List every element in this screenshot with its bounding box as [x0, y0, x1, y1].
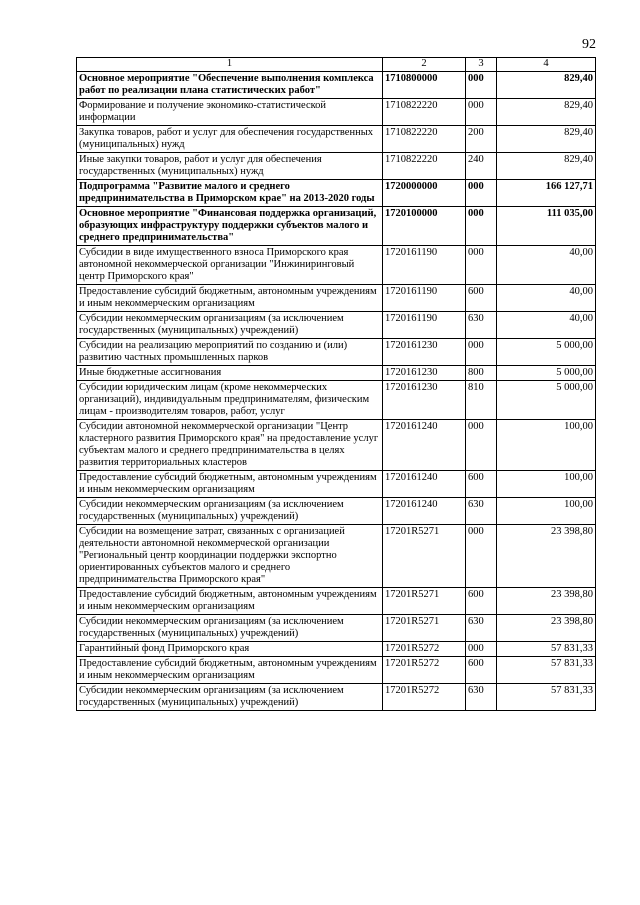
row-kind-cell: 630: [466, 615, 497, 642]
row-code-cell: 1710822220: [383, 153, 466, 180]
row-amount-cell: 23 398,80: [497, 615, 596, 642]
row-amount-cell: 100,00: [497, 498, 596, 525]
row-name-cell: Субсидии на возмещение затрат, связанных с организацией деятельности автономной некоммерческой организации "Региональный центр координации поддержки экспортно ориентированных субъектов малого и среднего предпринимательства Приморского края": [77, 525, 383, 588]
column-header-4: 4: [497, 58, 596, 72]
row-kind-cell: 000: [466, 99, 497, 126]
table-row: [77, 471, 596, 498]
row-code-cell: 17201R5272: [383, 684, 466, 711]
row-code-cell: 1720161230: [383, 381, 466, 420]
row-code-cell: 1720161190: [383, 285, 466, 312]
row-name-cell: Субсидии некоммерческим организациям (за исключением государственных (муниципальных) учреждений): [77, 684, 383, 711]
row-amount-cell: 57 831,33: [497, 684, 596, 711]
row-name-cell: Субсидии некоммерческим организациям (за исключением государственных (муниципальных) учреждений): [77, 498, 383, 525]
row-amount-cell: 23 398,80: [497, 588, 596, 615]
table-row: [77, 207, 596, 246]
row-amount-cell: 829,40: [497, 126, 596, 153]
row-name-cell: Субсидии в виде имущественного взноса Приморского края автономной некоммерческой организации "Инжиниринговый центр Приморского края": [77, 246, 383, 285]
row-amount-cell: 40,00: [497, 285, 596, 312]
row-amount-cell: 829,40: [497, 99, 596, 126]
table-row: [77, 99, 596, 126]
row-code-cell: 17201R5272: [383, 642, 466, 657]
row-code-cell: 17201R5272: [383, 657, 466, 684]
row-name-cell: Субсидии автономной некоммерческой организации "Центр кластерного развития Приморского края" на предоставление услуг субъектам малого и среднего предпринимательства в целях развития территориальных кластеров: [77, 420, 383, 471]
row-kind-cell: 000: [466, 339, 497, 366]
row-kind-cell: 630: [466, 684, 497, 711]
row-name-cell: Подпрограмма "Развитие малого и среднего предпринимательства в Приморском крае" на 2013-2020 годы: [77, 180, 383, 207]
row-kind-cell: 600: [466, 657, 497, 684]
row-code-cell: 17201R5271: [383, 615, 466, 642]
row-code-cell: 1710822220: [383, 126, 466, 153]
table-row: [77, 642, 596, 657]
table-row: [77, 615, 596, 642]
row-name-cell: Основное мероприятие "Обеспечение выполнения комплекса работ по реализации плана статистических работ": [77, 72, 383, 99]
row-amount-cell: 100,00: [497, 471, 596, 498]
row-kind-cell: 630: [466, 498, 497, 525]
row-amount-cell: 23 398,80: [497, 525, 596, 588]
row-name-cell: Иные бюджетные ассигнования: [77, 366, 383, 381]
row-kind-cell: 000: [466, 72, 497, 99]
row-amount-cell: 111 035,00: [497, 207, 596, 246]
row-name-cell: Гарантийный фонд Приморского края: [77, 642, 383, 657]
row-code-cell: 1720161240: [383, 420, 466, 471]
row-code-cell: 1720000000: [383, 180, 466, 207]
row-kind-cell: 630: [466, 312, 497, 339]
row-amount-cell: 5 000,00: [497, 339, 596, 366]
row-amount-cell: 5 000,00: [497, 366, 596, 381]
table-row: [77, 381, 596, 420]
row-code-cell: 1720161190: [383, 246, 466, 285]
table-row: [77, 126, 596, 153]
table-row: [77, 312, 596, 339]
row-code-cell: 1720161230: [383, 366, 466, 381]
row-kind-cell: 800: [466, 366, 497, 381]
row-code-cell: 17201R5271: [383, 525, 466, 588]
row-kind-cell: 000: [466, 207, 497, 246]
table-row: [77, 72, 596, 99]
row-kind-cell: 000: [466, 420, 497, 471]
row-code-cell: 1720161240: [383, 498, 466, 525]
row-name-cell: Иные закупки товаров, работ и услуг для обеспечения государственных (муниципальных) нужд: [77, 153, 383, 180]
row-kind-cell: 600: [466, 471, 497, 498]
budget-table: [76, 57, 596, 711]
row-name-cell: Основное мероприятие "Финансовая поддержка организаций, образующих инфраструктуру поддержки субъектов малого и среднего предпринимательства": [77, 207, 383, 246]
row-name-cell: Формирование и получение экономико-статистической информации: [77, 99, 383, 126]
table-row: [77, 180, 596, 207]
column-header-1: 1: [77, 58, 383, 72]
page-number: 92: [582, 37, 596, 52]
row-kind-cell: 240: [466, 153, 497, 180]
row-kind-cell: 000: [466, 246, 497, 285]
row-amount-cell: 829,40: [497, 153, 596, 180]
row-code-cell: 1710822220: [383, 99, 466, 126]
row-amount-cell: 40,00: [497, 312, 596, 339]
row-name-cell: Предоставление субсидий бюджетным, автономным учреждениям и иным некоммерческим организациям: [77, 285, 383, 312]
table-row: [77, 285, 596, 312]
row-code-cell: 1720161190: [383, 312, 466, 339]
row-kind-cell: 200: [466, 126, 497, 153]
table-row: [77, 498, 596, 525]
row-name-cell: Субсидии на реализацию мероприятий по созданию и (или) развитию частных промышленных парков: [77, 339, 383, 366]
row-name-cell: Предоставление субсидий бюджетным, автономным учреждениям и иным некоммерческим организациям: [77, 657, 383, 684]
table-row: [77, 525, 596, 588]
table-row: [77, 588, 596, 615]
row-amount-cell: 57 831,33: [497, 642, 596, 657]
row-amount-cell: 100,00: [497, 420, 596, 471]
row-code-cell: 1710800000: [383, 72, 466, 99]
table-header-row: [77, 58, 596, 72]
row-code-cell: 1720161230: [383, 339, 466, 366]
row-name-cell: Субсидии юридическим лицам (кроме некоммерческих организаций), индивидуальным предпринимателям, физическим лицам - производителям товаров, работ, услуг: [77, 381, 383, 420]
row-name-cell: Закупка товаров, работ и услуг для обеспечения государственных (муниципальных) нужд: [77, 126, 383, 153]
row-code-cell: 1720161240: [383, 471, 466, 498]
row-name-cell: Предоставление субсидий бюджетным, автономным учреждениям и иным некоммерческим организациям: [77, 588, 383, 615]
row-code-cell: 17201R5271: [383, 588, 466, 615]
row-amount-cell: 57 831,33: [497, 657, 596, 684]
column-header-3: 3: [466, 58, 497, 72]
table-row: [77, 420, 596, 471]
row-kind-cell: 600: [466, 588, 497, 615]
row-amount-cell: 166 127,71: [497, 180, 596, 207]
row-name-cell: Субсидии некоммерческим организациям (за исключением государственных (муниципальных) учреждений): [77, 615, 383, 642]
table-body: [77, 72, 596, 711]
row-amount-cell: 5 000,00: [497, 381, 596, 420]
row-amount-cell: 829,40: [497, 72, 596, 99]
table-row: [77, 246, 596, 285]
table-row: [77, 339, 596, 366]
row-kind-cell: 000: [466, 180, 497, 207]
row-kind-cell: 600: [466, 285, 497, 312]
row-kind-cell: 000: [466, 642, 497, 657]
table-row: [77, 684, 596, 711]
row-kind-cell: 000: [466, 525, 497, 588]
row-code-cell: 1720100000: [383, 207, 466, 246]
table-row: [77, 657, 596, 684]
row-name-cell: Предоставление субсидий бюджетным, автономным учреждениям и иным некоммерческим организациям: [77, 471, 383, 498]
table-row: [77, 366, 596, 381]
row-amount-cell: 40,00: [497, 246, 596, 285]
row-name-cell: Субсидии некоммерческим организациям (за исключением государственных (муниципальных) учреждений): [77, 312, 383, 339]
table-row: [77, 153, 596, 180]
row-kind-cell: 810: [466, 381, 497, 420]
column-header-2: 2: [383, 58, 466, 72]
